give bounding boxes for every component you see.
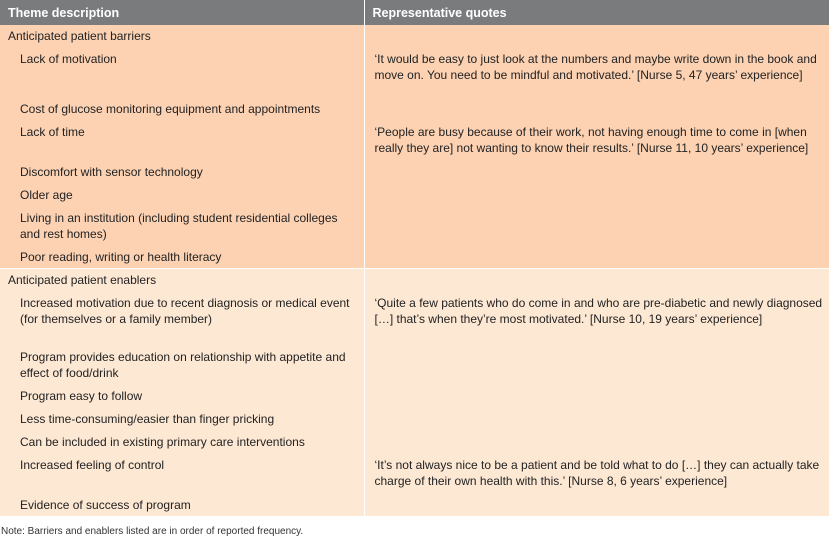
table-row: [0, 120, 829, 160]
table-row: [0, 97, 829, 120]
barrier-item: Cost of glucose monitoring equipment and appointments: [0, 97, 364, 120]
barrier-item: Lack of time: [0, 120, 364, 160]
barrier-item: Poor reading, writing or health literacy: [0, 245, 364, 269]
table-row: [0, 384, 829, 407]
enabler-item: Less time-consuming/easier than finger pricking: [0, 407, 364, 430]
enabler-item: Program easy to follow: [0, 384, 364, 407]
barriers-section-header: [0, 25, 829, 47]
header-representative-quotes: Representative quotes: [364, 0, 829, 25]
table-row: [0, 245, 829, 269]
table-row: [0, 183, 829, 206]
enablers-section-header: [0, 269, 829, 292]
table-row: [0, 407, 829, 430]
barrier-item: Lack of motivation: [0, 47, 364, 97]
table-header-row: [0, 0, 829, 25]
quote-cell: ‘It’s not always nice to be a patient and be told what to do […] they can actually take charge of their own health with this.’ [Nurse 8, 6 years’ experience]: [364, 453, 829, 493]
table-row: [0, 430, 829, 453]
enabler-item: Can be included in existing primary care interventions: [0, 430, 364, 453]
enablers-title: Anticipated patient enablers: [0, 269, 364, 292]
enabler-item: Increased feeling of control: [0, 453, 364, 493]
table-row: [0, 160, 829, 183]
quote-cell: ‘It would be easy to just look at the numbers and maybe write down in the book and move on. You need to be mindful and motivated.’ [Nurse 5, 47 years’ experience]: [364, 47, 829, 97]
header-theme-description: Theme description: [0, 0, 364, 25]
table-row: [0, 453, 829, 493]
barriers-title: Anticipated patient barriers: [0, 25, 364, 47]
barrier-item: Living in an institution (including student residential colleges and rest homes): [0, 206, 364, 245]
enabler-item: Evidence of success of program: [0, 493, 364, 516]
barrier-item: Discomfort with sensor technology: [0, 160, 364, 183]
quote-cell: ‘People are busy because of their work, not having enough time to come in [when really they are] not wanting to know their results.’ [Nurse 11, 10 years’ experience]: [364, 120, 829, 160]
table-note: Note: Barriers and enablers listed are in order of reported frequency.: [1, 526, 304, 537]
table-row: [0, 291, 829, 345]
quote-cell: ‘Quite a few patients who do come in and who are pre-diabetic and newly diagnosed […] that’s when they’re most motivated.’ [Nurse 10, 19 years’ experience]: [364, 291, 829, 345]
table-row: [0, 206, 829, 245]
table-row: [0, 493, 829, 516]
barrier-item: Older age: [0, 183, 364, 206]
enabler-item: Increased motivation due to recent diagnosis or medical event (for themselves or a family member): [0, 291, 364, 345]
table-row: [0, 47, 829, 97]
table-row: [0, 345, 829, 384]
enabler-item: Program provides education on relationship with appetite and effect of food/drink: [0, 345, 364, 384]
